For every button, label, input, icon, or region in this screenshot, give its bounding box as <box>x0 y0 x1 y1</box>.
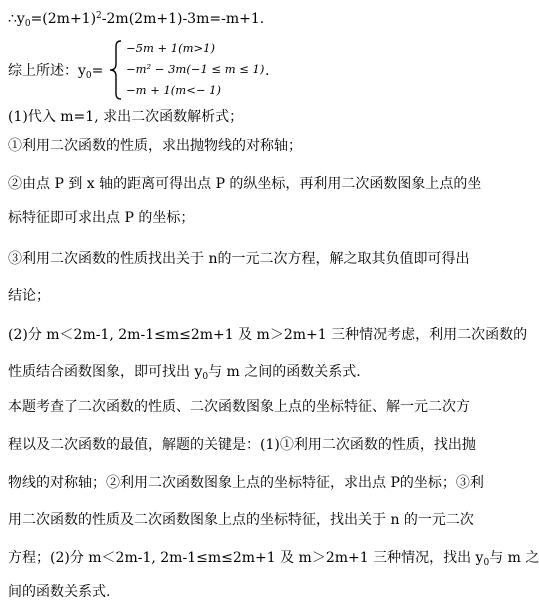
paragraph-5-line-2: 性质结合函数图象，即可找出 $y_0$与 m 之间的函数关系式. <box>8 364 361 382</box>
paragraph-6-line-4: 用二次函数的性质及二次函数图象上点的坐标特征，找出关于 n 的一元二次 <box>8 512 474 528</box>
paragraph-6-line-5: 方程；(2)分 m＜2m-1, 2m-1≤m≤2m+1 及 m＞2m+1 三种情况，找出 $y_0$与 m 之 <box>8 550 539 568</box>
paragraph-1: (1)代入 m=1, 求出二次函数解析式； <box>8 109 244 125</box>
paragraph-4-line-2: 结论； <box>8 288 50 304</box>
y0-superscript: 2 <box>96 11 102 21</box>
summary-lead: 综上所述：$y_0=$ <box>8 63 104 81</box>
left-brace-icon <box>109 40 123 100</box>
y0-subscript: 0 <box>24 19 31 29</box>
y0-expansion-line <box>8 7 498 33</box>
y0-expr-rest: -2m(2m+1)-3m=-m+1. <box>101 11 265 27</box>
case-row: −m + 1(m<− 1) <box>126 83 221 97</box>
paragraph-4-line-1: ③利用二次函数的性质找出关于 n的一元二次方程，解之取其负值即可得出 <box>8 251 470 267</box>
paragraph-5-line-1: (2)分 m＜2m-1, 2m-1≤m≤2m+1 及 m＞2m+1 三种情况考虑，利用二次函数的 <box>8 327 528 343</box>
paragraph-6-line-1: 本题考查了二次函数的性质、二次函数图象上点的坐标特征、解一元二次方 <box>8 399 470 415</box>
paragraph-6-line-2: 程以及二次函数的最值，解题的关键是：(1)①利用二次函数的性质，找出抛 <box>8 437 476 453</box>
paragraph-6-line-6: 间的函数关系式. <box>8 584 111 600</box>
y0-prefix: ∴y <box>8 11 25 27</box>
y0-expr-mid: =(2m+1) <box>30 11 97 27</box>
paragraph-3-line-2: 标特征即可求出点 P 的坐标； <box>8 210 195 226</box>
case-row: −5m + 1(m>1) <box>126 41 215 55</box>
paragraph-3-line-1: ②由点 P 到 x 轴的距离可得出点 P 的纵坐标，再利用二次函数图象上点的坐 <box>8 176 482 192</box>
paragraph-6-line-3: 物线的对称轴；②利用二次函数图象上点的坐标特征，求出点 P的坐标；③利 <box>8 475 484 491</box>
piecewise-summary <box>8 40 488 100</box>
summary-tail: . <box>265 63 270 79</box>
case-row: −m² − 3m(−1 ≤ m ≤ 1) <box>126 62 265 76</box>
paragraph-2: ①利用二次函数的性质，求出抛物线的对称轴； <box>8 138 302 154</box>
